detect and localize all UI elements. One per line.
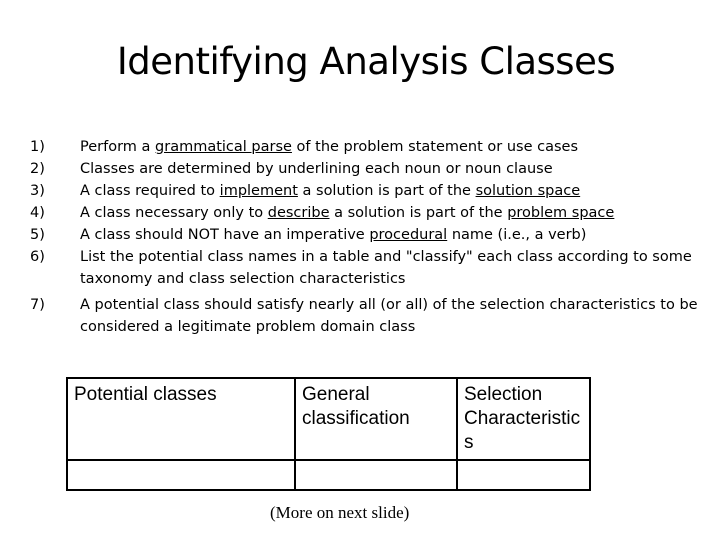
list-item-number: 3)	[30, 183, 45, 199]
list-item-text: A class necessary only to describe a solution is part of the problem space	[80, 205, 615, 221]
table-empty-row	[67, 460, 590, 490]
table-cell	[67, 460, 295, 490]
list-item	[30, 180, 710, 202]
table-cell	[457, 460, 590, 490]
list-item	[30, 294, 710, 338]
list-item-text: A class should NOT have an imperative procedural name (i.e., a verb)	[80, 227, 587, 243]
footnote: (More on next slide)	[270, 503, 410, 522]
list-item-number: 4)	[30, 205, 45, 221]
list-item-number: 2)	[30, 161, 45, 177]
list-item-text: Classes are determined by underlining each noun or noun clause	[80, 161, 553, 177]
list-item-text: Perform a grammatical parse of the problem statement or use cases	[80, 139, 579, 155]
list-item-number: 7)	[30, 297, 45, 313]
list-item-text: A potential class should satisfy nearly all (or all) of the selection characteristics to be considered a legitimate problem domain class	[80, 297, 698, 335]
list-item	[30, 158, 710, 180]
list-item-number: 5)	[30, 227, 45, 243]
slide-title: Identifying Analysis Classes	[116, 40, 616, 83]
table-cell	[295, 460, 457, 490]
list-item	[30, 224, 710, 246]
list-item-number: 1)	[30, 139, 45, 155]
table-header-row	[67, 378, 590, 460]
header-selection-characteristics: Selection Characteristic s	[457, 378, 590, 460]
header-general-classification: General classification	[295, 378, 457, 460]
classification-table	[66, 377, 591, 491]
list-item	[30, 246, 710, 290]
header-potential-classes: Potential classes	[67, 378, 295, 460]
list-item-number: 6)	[30, 249, 45, 265]
list-item	[30, 136, 710, 158]
list-item-text: A class required to implement a solution is part of the solution space	[80, 183, 581, 199]
list-item	[30, 202, 710, 224]
steps-list	[30, 136, 710, 338]
list-item-text: List the potential class names in a table and "classify" each class according to some taxonomy and class selection characteristics	[80, 249, 692, 287]
